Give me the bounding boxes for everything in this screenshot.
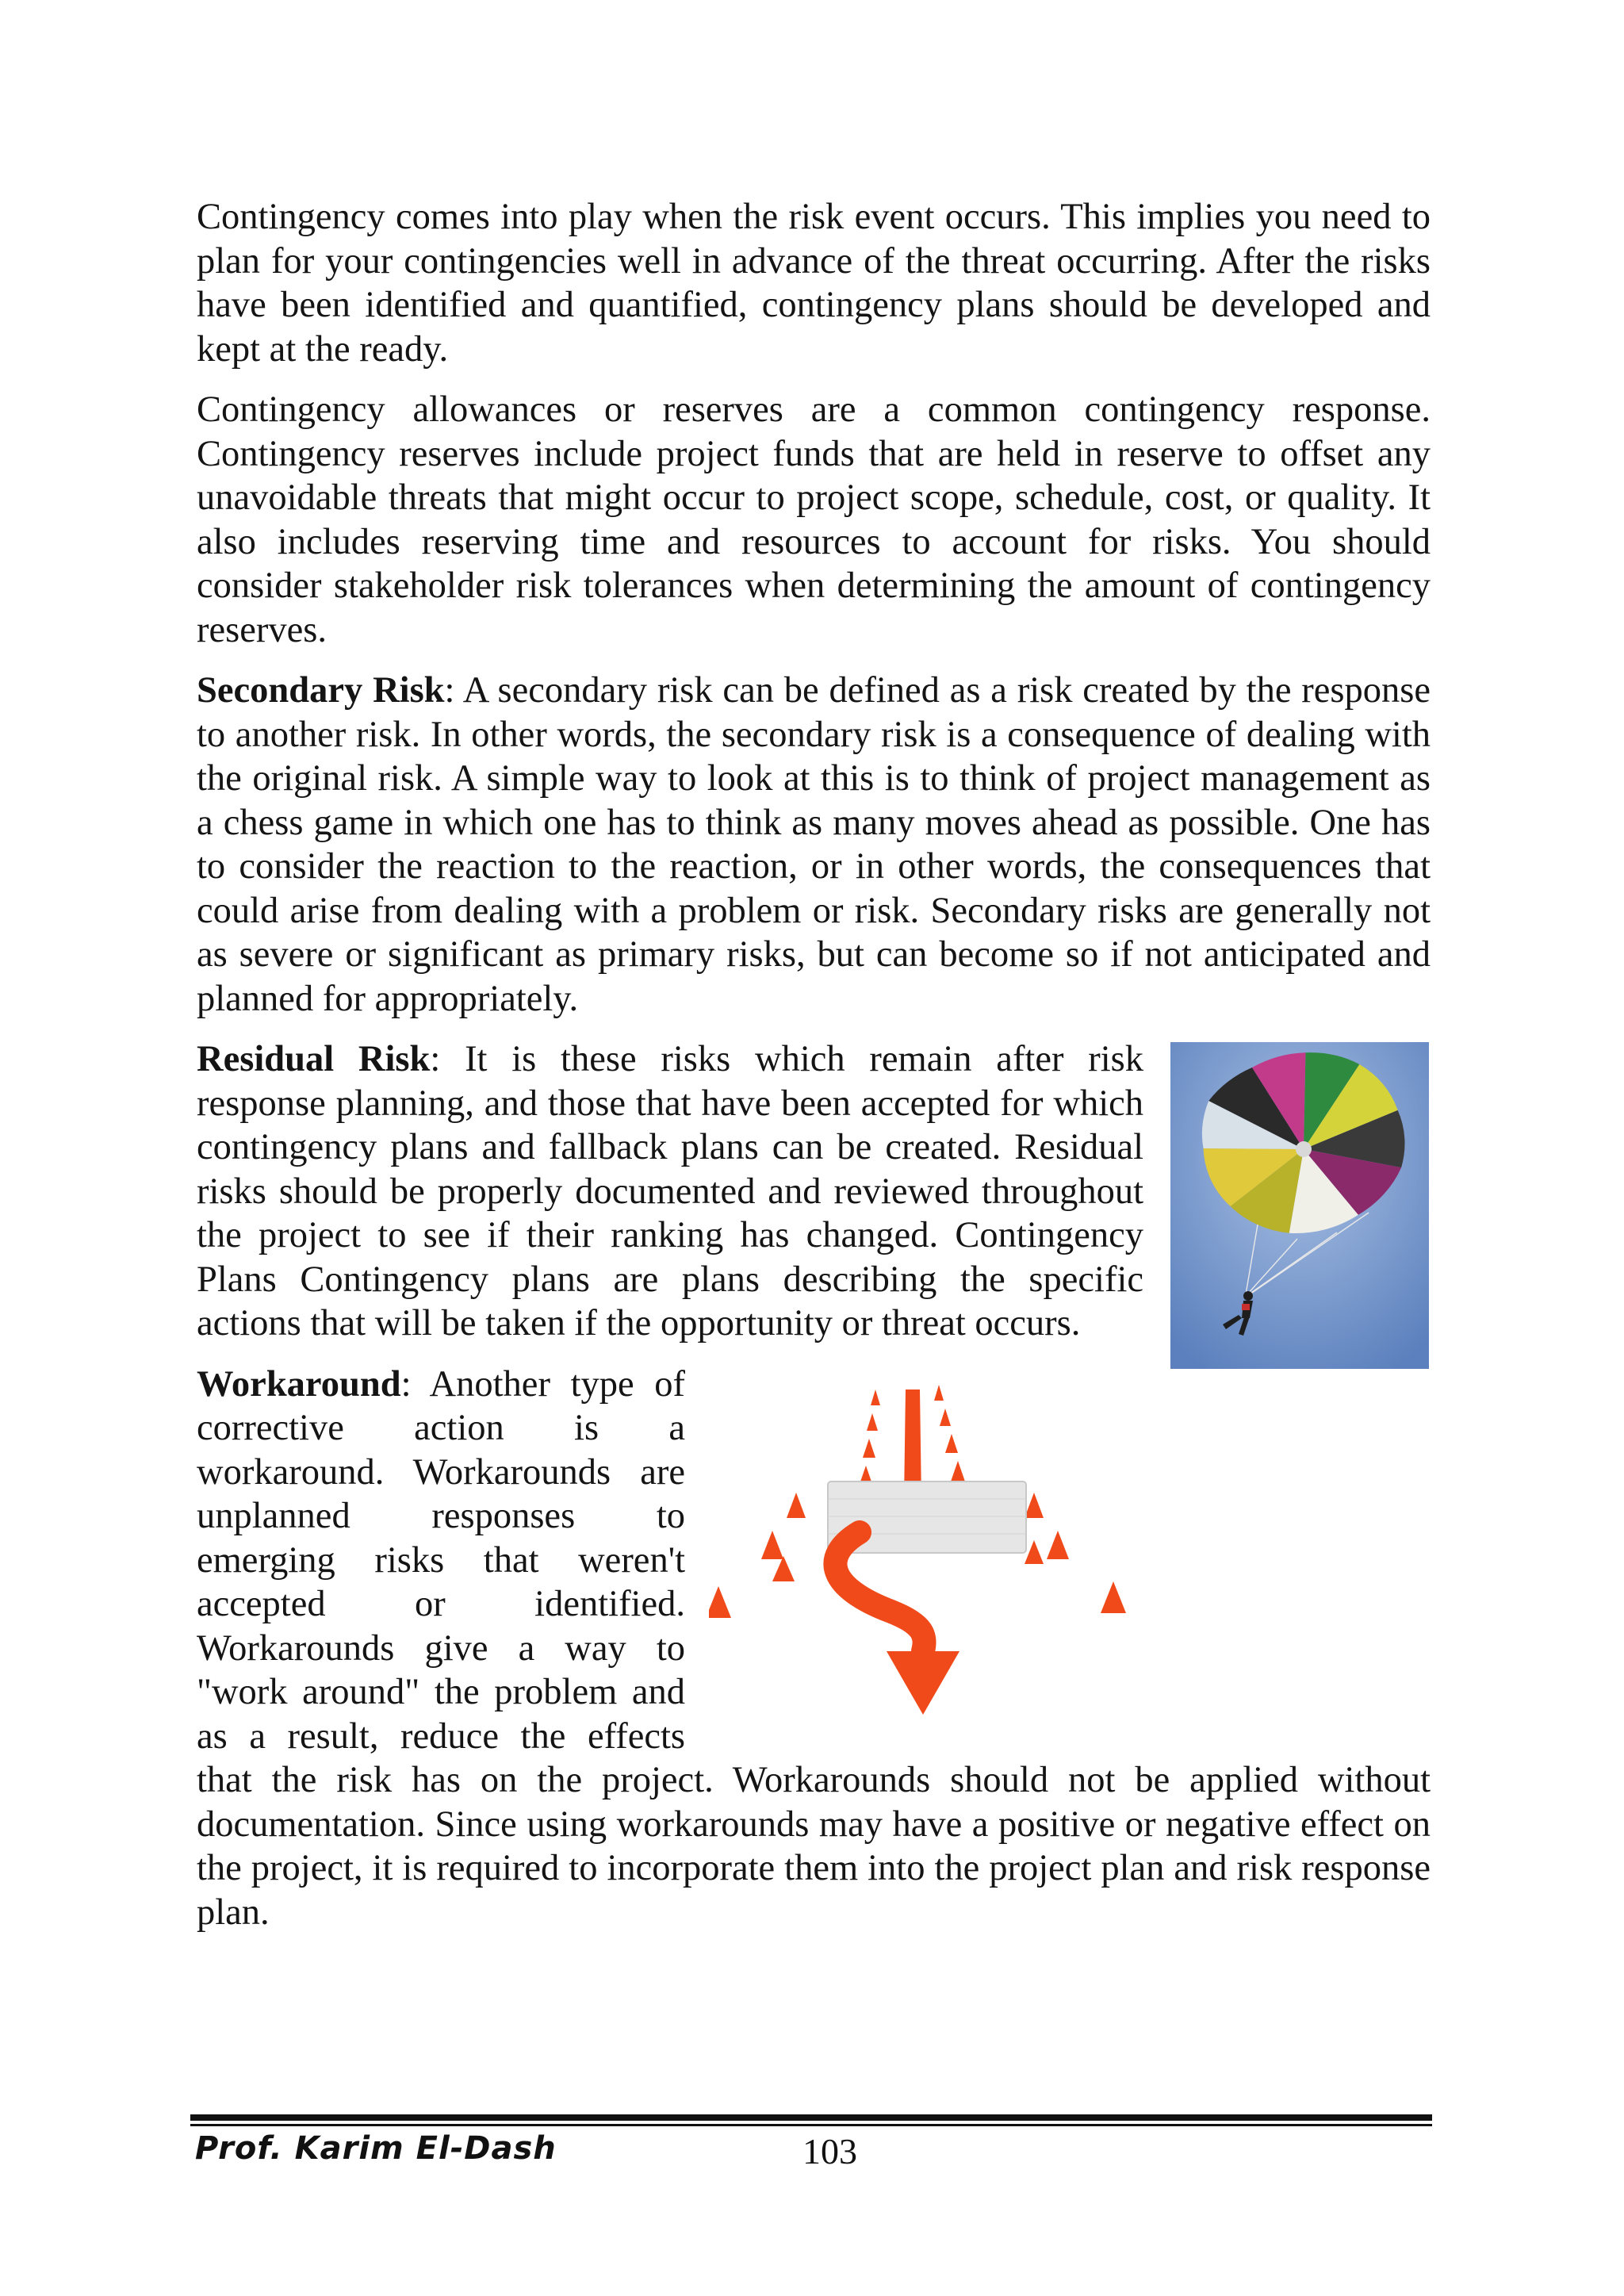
- footer-author: Prof. Karim El-Dash: [195, 2130, 557, 2167]
- term-workaround: Workaround: [197, 1363, 401, 1405]
- paragraph-secondary-risk: [197, 669, 1431, 1021]
- residual-risk-text: : It is these risks which remain after risk response planning, and those that have been accepted for which contingency plans and fallback plans can be created. Residual risks should be properly documented and reviewed throughout the project to see if their ranking has changed. Contingency Plans Contingency plans are plans describing the specific actions that will be taken if the opportunity or threat occurs.: [197, 1039, 1143, 1343]
- detour-arrow-image: [709, 1374, 1143, 1723]
- workaround-text: : Another type of corrective action is a workaround. Workarounds are unplanned responses to emerging risks that weren't accepted or identified. Workarounds give a way to "work around" the problem and as a result, reduce the effects that the risk has on the project. Workarounds should not be applied without documentation. Since using workarounds may have a positive or negative effect on the project, it is required to incorporate them into the project plan and risk response plan.: [197, 1363, 1431, 1933]
- body-text: [197, 195, 1431, 1951]
- term-residual-risk: Residual Risk: [197, 1039, 431, 1079]
- parachute-image: [1170, 1042, 1429, 1369]
- paragraph-contingency-reserves: Contingency allowances or reserves are a common contingency response. Contingency reserves include project funds that are held in reserve to offset any unavoidable threats that might occur to project scope, schedule, cost, or quality. It also includes reserving time and resources to account for risks. You should consider stakeholder risk tolerances when determining the amount of contingency reserves.: [197, 389, 1431, 650]
- paragraph-contingency-intro: Contingency comes into play when the risk event occurs. This implies you need to plan for your contingencies well in advance of the threat occurring. After the risks have been identified and quantified, contingency plans should be developed and kept at the ready.: [197, 197, 1431, 370]
- secondary-risk-text: : A secondary risk can be defined as a risk created by the response to another risk. In other words, the secondary risk is a consequence of dealing with the original risk. A simple way to look at this is to think of project management as a chess game in which one has to think as many moves ahead as possible. One has to consider the reaction to the reaction, or in other words, the consequences that could arise from dealing with a problem or risk. Secondary risks are generally not as severe or significant as primary risks, but can become so if not anticipated and planned for appropriately.: [197, 670, 1431, 1019]
- footer-rule-thin: [190, 2124, 1432, 2126]
- page-number: 103: [802, 2131, 857, 2171]
- term-secondary-risk: Secondary Risk: [197, 670, 445, 711]
- footer-rule-thick: [190, 2114, 1432, 2121]
